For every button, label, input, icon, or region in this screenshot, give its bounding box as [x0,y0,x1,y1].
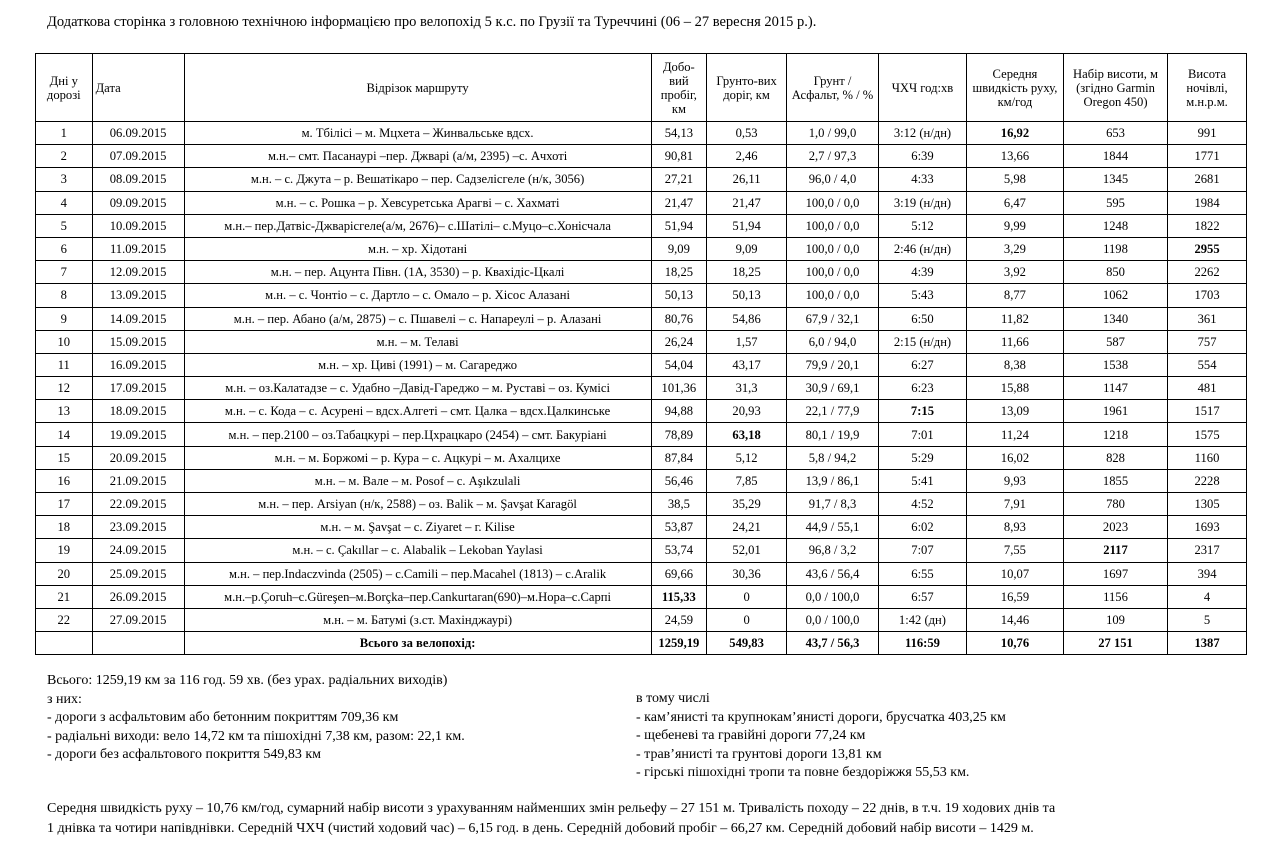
distance-cell: 87,84 [651,446,707,469]
avg-speed-cell: 16,59 [966,585,1063,608]
elevation-gain-cell: 1248 [1063,214,1167,237]
date-cell: 19.09.2015 [92,423,184,446]
technical-info-table [35,53,1247,655]
day-cell: 10 [36,330,93,353]
net-time-cell: 6:02 [879,516,967,539]
day-cell: 2 [36,145,93,168]
total-gain: 27 151 [1063,632,1167,655]
ratio-cell: 22,1 / 77,9 [787,400,879,423]
net-time-cell: 7:07 [879,539,967,562]
distance-cell: 53,87 [651,516,707,539]
table-row [36,562,1247,585]
altitude-cell: 2955 [1168,237,1247,260]
distance-cell: 50,13 [651,284,707,307]
net-time-cell: 2:46 (н/дн) [879,237,967,260]
avg-speed-cell: 13,09 [966,400,1063,423]
avg-speed-cell: 13,66 [966,145,1063,168]
net-time-cell: 6:50 [879,307,967,330]
day-cell: 4 [36,191,93,214]
table-row [36,493,1247,516]
avg-speed-cell: 3,92 [966,261,1063,284]
date-cell: 25.09.2015 [92,562,184,585]
final-line: Середня швидкість руху – 10,76 км/год, сумарний набір висоти з урахуванням найменших змін рельефу – 27 151 м. Тривалість походу – 22 днів, в т.ч. 19 ходових днів та [47,801,1056,816]
route-cell: м.н. – пер. Ацунта Півн. (1А, 3530) – р. Квахідіс-Цкалі [184,261,651,284]
net-time-cell: 6:55 [879,562,967,585]
dirt-roads-cell: 20,93 [707,400,787,423]
distance-cell: 115,33 [651,585,707,608]
elevation-gain-cell: 1855 [1063,469,1167,492]
avg-speed-cell: 6,47 [966,191,1063,214]
dirt-roads-cell: 21,47 [707,191,787,214]
elevation-gain-cell: 1062 [1063,284,1167,307]
table-row [36,168,1247,191]
table-header-row [36,54,1247,122]
altitude-cell: 394 [1168,562,1247,585]
altitude-cell: 1984 [1168,191,1247,214]
day-cell: 11 [36,353,93,376]
altitude-cell: 1693 [1168,516,1247,539]
dirt-roads-cell: 0 [707,585,787,608]
altitude-cell: 2317 [1168,539,1247,562]
col-daily-distance-header: Добо-вий пробіг, км [651,54,707,122]
table-row [36,539,1247,562]
elevation-gain-cell: 850 [1063,261,1167,284]
ratio-cell: 1,0 / 99,0 [787,122,879,145]
route-cell: м.н. – м. Вале – м. Posof – с. Aşıkzulali [184,469,651,492]
route-cell: м.н. – хр. Хідотані [184,237,651,260]
total-empty-cell [92,632,184,655]
table-row [36,585,1247,608]
table-row [36,284,1247,307]
distance-cell: 54,04 [651,353,707,376]
altitude-cell: 1771 [1168,145,1247,168]
distance-cell: 69,66 [651,562,707,585]
avg-speed-cell: 16,92 [966,122,1063,145]
altitude-cell: 1703 [1168,284,1247,307]
distance-cell: 78,89 [651,423,707,446]
summary-line: Всього: 1259,19 км за 116 год. 59 хв. (без урах. радіальних виходів) [47,673,448,688]
summary-line: в тому числі [636,691,710,706]
table-row [36,237,1247,260]
avg-speed-cell: 7,55 [966,539,1063,562]
table-row [36,353,1247,376]
date-cell: 15.09.2015 [92,330,184,353]
table-row [36,423,1247,446]
date-cell: 14.09.2015 [92,307,184,330]
day-cell: 14 [36,423,93,446]
date-cell: 23.09.2015 [92,516,184,539]
total-empty-cell [36,632,93,655]
altitude-cell: 481 [1168,377,1247,400]
total-time: 116:59 [879,632,967,655]
table-row [36,307,1247,330]
date-cell: 12.09.2015 [92,261,184,284]
day-cell: 9 [36,307,93,330]
date-cell: 08.09.2015 [92,168,184,191]
elevation-gain-cell: 587 [1063,330,1167,353]
date-cell: 27.09.2015 [92,608,184,631]
route-cell: м.н. – с. Çakıllar – с. Alabalik – Lekoban Yaylasi [184,539,651,562]
ratio-cell: 91,7 / 8,3 [787,493,879,516]
distance-cell: 24,59 [651,608,707,631]
dirt-roads-cell: 26,11 [707,168,787,191]
day-cell: 21 [36,585,93,608]
dirt-roads-cell: 0,53 [707,122,787,145]
col-date-header: Дата [92,54,184,122]
net-time-cell: 6:57 [879,585,967,608]
date-cell: 07.09.2015 [92,145,184,168]
ratio-cell: 5,8 / 94,2 [787,446,879,469]
table-total-row [36,632,1247,655]
route-cell: м.н. – пер. Абано (а/м, 2875) – с. Пшавелі – с. Напареулі – р. Алазані [184,307,651,330]
day-cell: 8 [36,284,93,307]
col-ground-asphalt-header: Грунт / Асфальт, % / % [787,54,879,122]
col-avg-speed-header: Середня швидкість руху, км/год [966,54,1063,122]
date-cell: 20.09.2015 [92,446,184,469]
route-cell: м.н. – с. Кода – с. Асурені – вдсх.Алгеті – смт. Цалка – вдсх.Цалкинське [184,400,651,423]
elevation-gain-cell: 109 [1063,608,1167,631]
table-row [36,516,1247,539]
altitude-cell: 4 [1168,585,1247,608]
elevation-gain-cell: 2023 [1063,516,1167,539]
col-dirt-roads-header: Грунто-вих доріг, км [707,54,787,122]
ratio-cell: 100,0 / 0,0 [787,191,879,214]
final-summary [47,799,1055,839]
day-cell: 6 [36,237,93,260]
dirt-roads-cell: 63,18 [707,423,787,446]
day-cell: 17 [36,493,93,516]
distance-cell: 27,21 [651,168,707,191]
altitude-cell: 5 [1168,608,1247,631]
date-cell: 21.09.2015 [92,469,184,492]
net-time-cell: 7:15 [879,400,967,423]
avg-speed-cell: 11,82 [966,307,1063,330]
ratio-cell: 100,0 / 0,0 [787,284,879,307]
altitude-cell: 2262 [1168,261,1247,284]
route-cell: м.н. – хр. Циві (1991) – м. Сагареджо [184,353,651,376]
dirt-roads-cell: 35,29 [707,493,787,516]
net-time-cell: 5:29 [879,446,967,469]
elevation-gain-cell: 1340 [1063,307,1167,330]
table-row [36,469,1247,492]
elevation-gain-cell: 1697 [1063,562,1167,585]
summary-line: - гірські пішохідні тропи та повне бездоріжжя 55,53 км. [636,765,970,780]
col-elevation-gain-header: Набір висоти, м (згідно Garmin Oregon 450) [1063,54,1167,122]
summary-line: - дороги з асфальтовим або бетонним покриттям 709,36 км [47,710,399,725]
net-time-cell: 6:23 [879,377,967,400]
date-cell: 11.09.2015 [92,237,184,260]
avg-speed-cell: 5,98 [966,168,1063,191]
dirt-roads-cell: 0 [707,608,787,631]
distance-cell: 51,94 [651,214,707,237]
dirt-roads-cell: 9,09 [707,237,787,260]
date-cell: 26.09.2015 [92,585,184,608]
net-time-cell: 6:39 [879,145,967,168]
route-cell: м.н. – оз.Калатадзе – с. Удабно –Давід-Гареджо – м. Руставі – оз. Кумісі [184,377,651,400]
altitude-cell: 554 [1168,353,1247,376]
ratio-cell: 0,0 / 100,0 [787,608,879,631]
net-time-cell: 1:42 (дн) [879,608,967,631]
distance-cell: 21,47 [651,191,707,214]
day-cell: 5 [36,214,93,237]
ratio-cell: 2,7 / 97,3 [787,145,879,168]
table-row [36,214,1247,237]
elevation-gain-cell: 1198 [1063,237,1167,260]
day-cell: 13 [36,400,93,423]
altitude-cell: 2228 [1168,469,1247,492]
avg-speed-cell: 11,66 [966,330,1063,353]
altitude-cell: 1517 [1168,400,1247,423]
route-cell: м.н. – пер.Indaczvinda (2505) – с.Camili – пер.Macahel (1813) – с.Aralik [184,562,651,585]
day-cell: 22 [36,608,93,631]
dirt-roads-cell: 18,25 [707,261,787,284]
day-cell: 16 [36,469,93,492]
total-distance: 1259,19 [651,632,707,655]
table-row [36,608,1247,631]
day-cell: 3 [36,168,93,191]
net-time-cell: 5:41 [879,469,967,492]
day-cell: 1 [36,122,93,145]
table-row [36,145,1247,168]
avg-speed-cell: 8,77 [966,284,1063,307]
distance-cell: 53,74 [651,539,707,562]
dirt-roads-cell: 1,57 [707,330,787,353]
distance-cell: 56,46 [651,469,707,492]
elevation-gain-cell: 1156 [1063,585,1167,608]
ratio-cell: 67,9 / 32,1 [787,307,879,330]
elevation-gain-cell: 1538 [1063,353,1167,376]
ratio-cell: 80,1 / 19,9 [787,423,879,446]
day-cell: 15 [36,446,93,469]
ratio-cell: 100,0 / 0,0 [787,214,879,237]
net-time-cell: 7:01 [879,423,967,446]
table-row [36,400,1247,423]
route-cell: м.н. – с. Джута – р. Вешатікаро – пер. Садзелісгеле (н/к, 3056) [184,168,651,191]
ratio-cell: 96,8 / 3,2 [787,539,879,562]
net-time-cell: 3:19 (н/дн) [879,191,967,214]
summary-right [636,689,1006,782]
elevation-gain-cell: 828 [1063,446,1167,469]
distance-cell: 54,13 [651,122,707,145]
altitude-cell: 1575 [1168,423,1247,446]
table-row [36,377,1247,400]
altitude-cell: 1160 [1168,446,1247,469]
route-cell: м.н.– пер.Датвіс-Джварісгеле(а/м, 2676)– с.Шатілі– с.Муцо–с.Хонісчала [184,214,651,237]
distance-cell: 80,76 [651,307,707,330]
dirt-roads-cell: 52,01 [707,539,787,562]
ratio-cell: 96,0 / 4,0 [787,168,879,191]
net-time-cell: 4:33 [879,168,967,191]
ratio-cell: 0,0 / 100,0 [787,585,879,608]
altitude-cell: 1305 [1168,493,1247,516]
day-cell: 19 [36,539,93,562]
avg-speed-cell: 3,29 [966,237,1063,260]
avg-speed-cell: 9,93 [966,469,1063,492]
table-row [36,446,1247,469]
net-time-cell: 4:39 [879,261,967,284]
route-cell: м.н. – с. Чонтіо – с. Дартло – с. Омало – р. Хісос Алазані [184,284,651,307]
distance-cell: 9,09 [651,237,707,260]
day-cell: 7 [36,261,93,284]
total-ratio: 43,7 / 56,3 [787,632,879,655]
altitude-cell: 757 [1168,330,1247,353]
altitude-cell: 1822 [1168,214,1247,237]
altitude-cell: 361 [1168,307,1247,330]
date-cell: 06.09.2015 [92,122,184,145]
total-label: Всього за велопохід: [184,632,651,655]
avg-speed-cell: 11,24 [966,423,1063,446]
date-cell: 13.09.2015 [92,284,184,307]
col-segment-header: Відрізок маршруту [184,54,651,122]
ratio-cell: 44,9 / 55,1 [787,516,879,539]
date-cell: 18.09.2015 [92,400,184,423]
avg-speed-cell: 10,07 [966,562,1063,585]
dirt-roads-cell: 31,3 [707,377,787,400]
ratio-cell: 6,0 / 94,0 [787,330,879,353]
route-cell: м.н. – пер.2100 – оз.Табацкурі – пер.Цхрацкаро (2454) – смт. Бакуріані [184,423,651,446]
page-title: Додаткова сторінка з головною технічною інформацією про велопохід 5 к.с. по Грузії та Туреччині (06 – 27 вересня 2015 р.). [47,14,817,30]
elevation-gain-cell: 595 [1063,191,1167,214]
date-cell: 10.09.2015 [92,214,184,237]
dirt-roads-cell: 54,86 [707,307,787,330]
summary-left [47,671,465,764]
avg-speed-cell: 9,99 [966,214,1063,237]
dirt-roads-cell: 51,94 [707,214,787,237]
ratio-cell: 79,9 / 20,1 [787,353,879,376]
distance-cell: 38,5 [651,493,707,516]
col-overnight-altitude-header: Висота ночівлі, м.н.р.м. [1168,54,1247,122]
date-cell: 17.09.2015 [92,377,184,400]
elevation-gain-cell: 780 [1063,493,1167,516]
col-net-time-header: ЧХЧ год:хв [879,54,967,122]
ratio-cell: 43,6 / 56,4 [787,562,879,585]
elevation-gain-cell: 1961 [1063,400,1167,423]
route-cell: м. Тбілісі – м. Мцхета – Жинвальське вдсх. [184,122,651,145]
distance-cell: 18,25 [651,261,707,284]
final-line: 1 днівка та чотири напівднівки. Середній ЧХЧ (чистий ходовий час) – 6,15 год. в день. Середній добовий пробіг – 66,27 км. Середній добовий набір висоти – 1429 м. [47,821,1034,836]
day-cell: 12 [36,377,93,400]
summary-line: з них: [47,691,82,707]
route-cell: м.н.–р.Çoruh–с.Güreşen–м.Borçka–пер.Cankurtaran(690)–м.Нора–с.Сарпі [184,585,651,608]
total-speed: 10,76 [966,632,1063,655]
total-altitude: 1387 [1168,632,1247,655]
altitude-cell: 2681 [1168,168,1247,191]
dirt-roads-cell: 5,12 [707,446,787,469]
avg-speed-cell: 8,93 [966,516,1063,539]
summary-line: - кам’янисті та крупнокам’янисті дороги, брусчатка 403,25 км [636,709,1006,725]
date-cell: 09.09.2015 [92,191,184,214]
elevation-gain-cell: 1218 [1063,423,1167,446]
route-cell: м.н. – пер. Arsiyan (н/к, 2588) – оз. Balik – м. Şavşat Karagöl [184,493,651,516]
net-time-cell: 2:15 (н/дн) [879,330,967,353]
summary-line: - трав’янисті та грунтові дороги 13,81 км [636,746,882,762]
distance-cell: 90,81 [651,145,707,168]
avg-speed-cell: 8,38 [966,353,1063,376]
dirt-roads-cell: 24,21 [707,516,787,539]
elevation-gain-cell: 1844 [1063,145,1167,168]
day-cell: 18 [36,516,93,539]
total-dirt: 549,83 [707,632,787,655]
summary-line: - радіальні виходи: вело 14,72 км та пішохідні 7,38 км, разом: 22,1 км. [47,728,465,744]
table-row [36,122,1247,145]
table-row [36,261,1247,284]
dirt-roads-cell: 2,46 [707,145,787,168]
elevation-gain-cell: 1147 [1063,377,1167,400]
elevation-gain-cell: 653 [1063,122,1167,145]
route-cell: м.н.– смт. Пасанаурі –пер. Джварі (а/м, 2395) –с. Ачхоті [184,145,651,168]
net-time-cell: 5:12 [879,214,967,237]
dirt-roads-cell: 7,85 [707,469,787,492]
altitude-cell: 991 [1168,122,1247,145]
net-time-cell: 4:52 [879,493,967,516]
avg-speed-cell: 15,88 [966,377,1063,400]
day-cell: 20 [36,562,93,585]
col-days-header: Дні у дорозі [36,54,93,122]
dirt-roads-cell: 43,17 [707,353,787,376]
summary-line: - дороги без асфальтового покриття 549,83 км [47,747,321,762]
elevation-gain-cell: 1345 [1063,168,1167,191]
date-cell: 16.09.2015 [92,353,184,376]
distance-cell: 94,88 [651,400,707,423]
ratio-cell: 13,9 / 86,1 [787,469,879,492]
summary-line: - щебеневі та гравійні дороги 77,24 км [636,728,866,743]
route-cell: м.н. – м. Телаві [184,330,651,353]
distance-cell: 101,36 [651,377,707,400]
elevation-gain-cell: 2117 [1063,539,1167,562]
date-cell: 24.09.2015 [92,539,184,562]
ratio-cell: 100,0 / 0,0 [787,237,879,260]
avg-speed-cell: 14,46 [966,608,1063,631]
dirt-roads-cell: 30,36 [707,562,787,585]
ratio-cell: 100,0 / 0,0 [787,261,879,284]
dirt-roads-cell: 50,13 [707,284,787,307]
table-row [36,191,1247,214]
route-cell: м.н. – с. Рошка – р. Хевсуретська Арагві – с. Хахматі [184,191,651,214]
table-row [36,330,1247,353]
net-time-cell: 5:43 [879,284,967,307]
date-cell: 22.09.2015 [92,493,184,516]
ratio-cell: 30,9 / 69,1 [787,377,879,400]
avg-speed-cell: 7,91 [966,493,1063,516]
route-cell: м.н. – м. Батумі (з.ст. Махінджаурі) [184,608,651,631]
distance-cell: 26,24 [651,330,707,353]
avg-speed-cell: 16,02 [966,446,1063,469]
net-time-cell: 3:12 (н/дн) [879,122,967,145]
net-time-cell: 6:27 [879,353,967,376]
route-cell: м.н. – м. Şavşat – с. Ziyaret – г. Kilise [184,516,651,539]
route-cell: м.н. – м. Боржомі – р. Кура – с. Ацкурі – м. Ахалцихе [184,446,651,469]
